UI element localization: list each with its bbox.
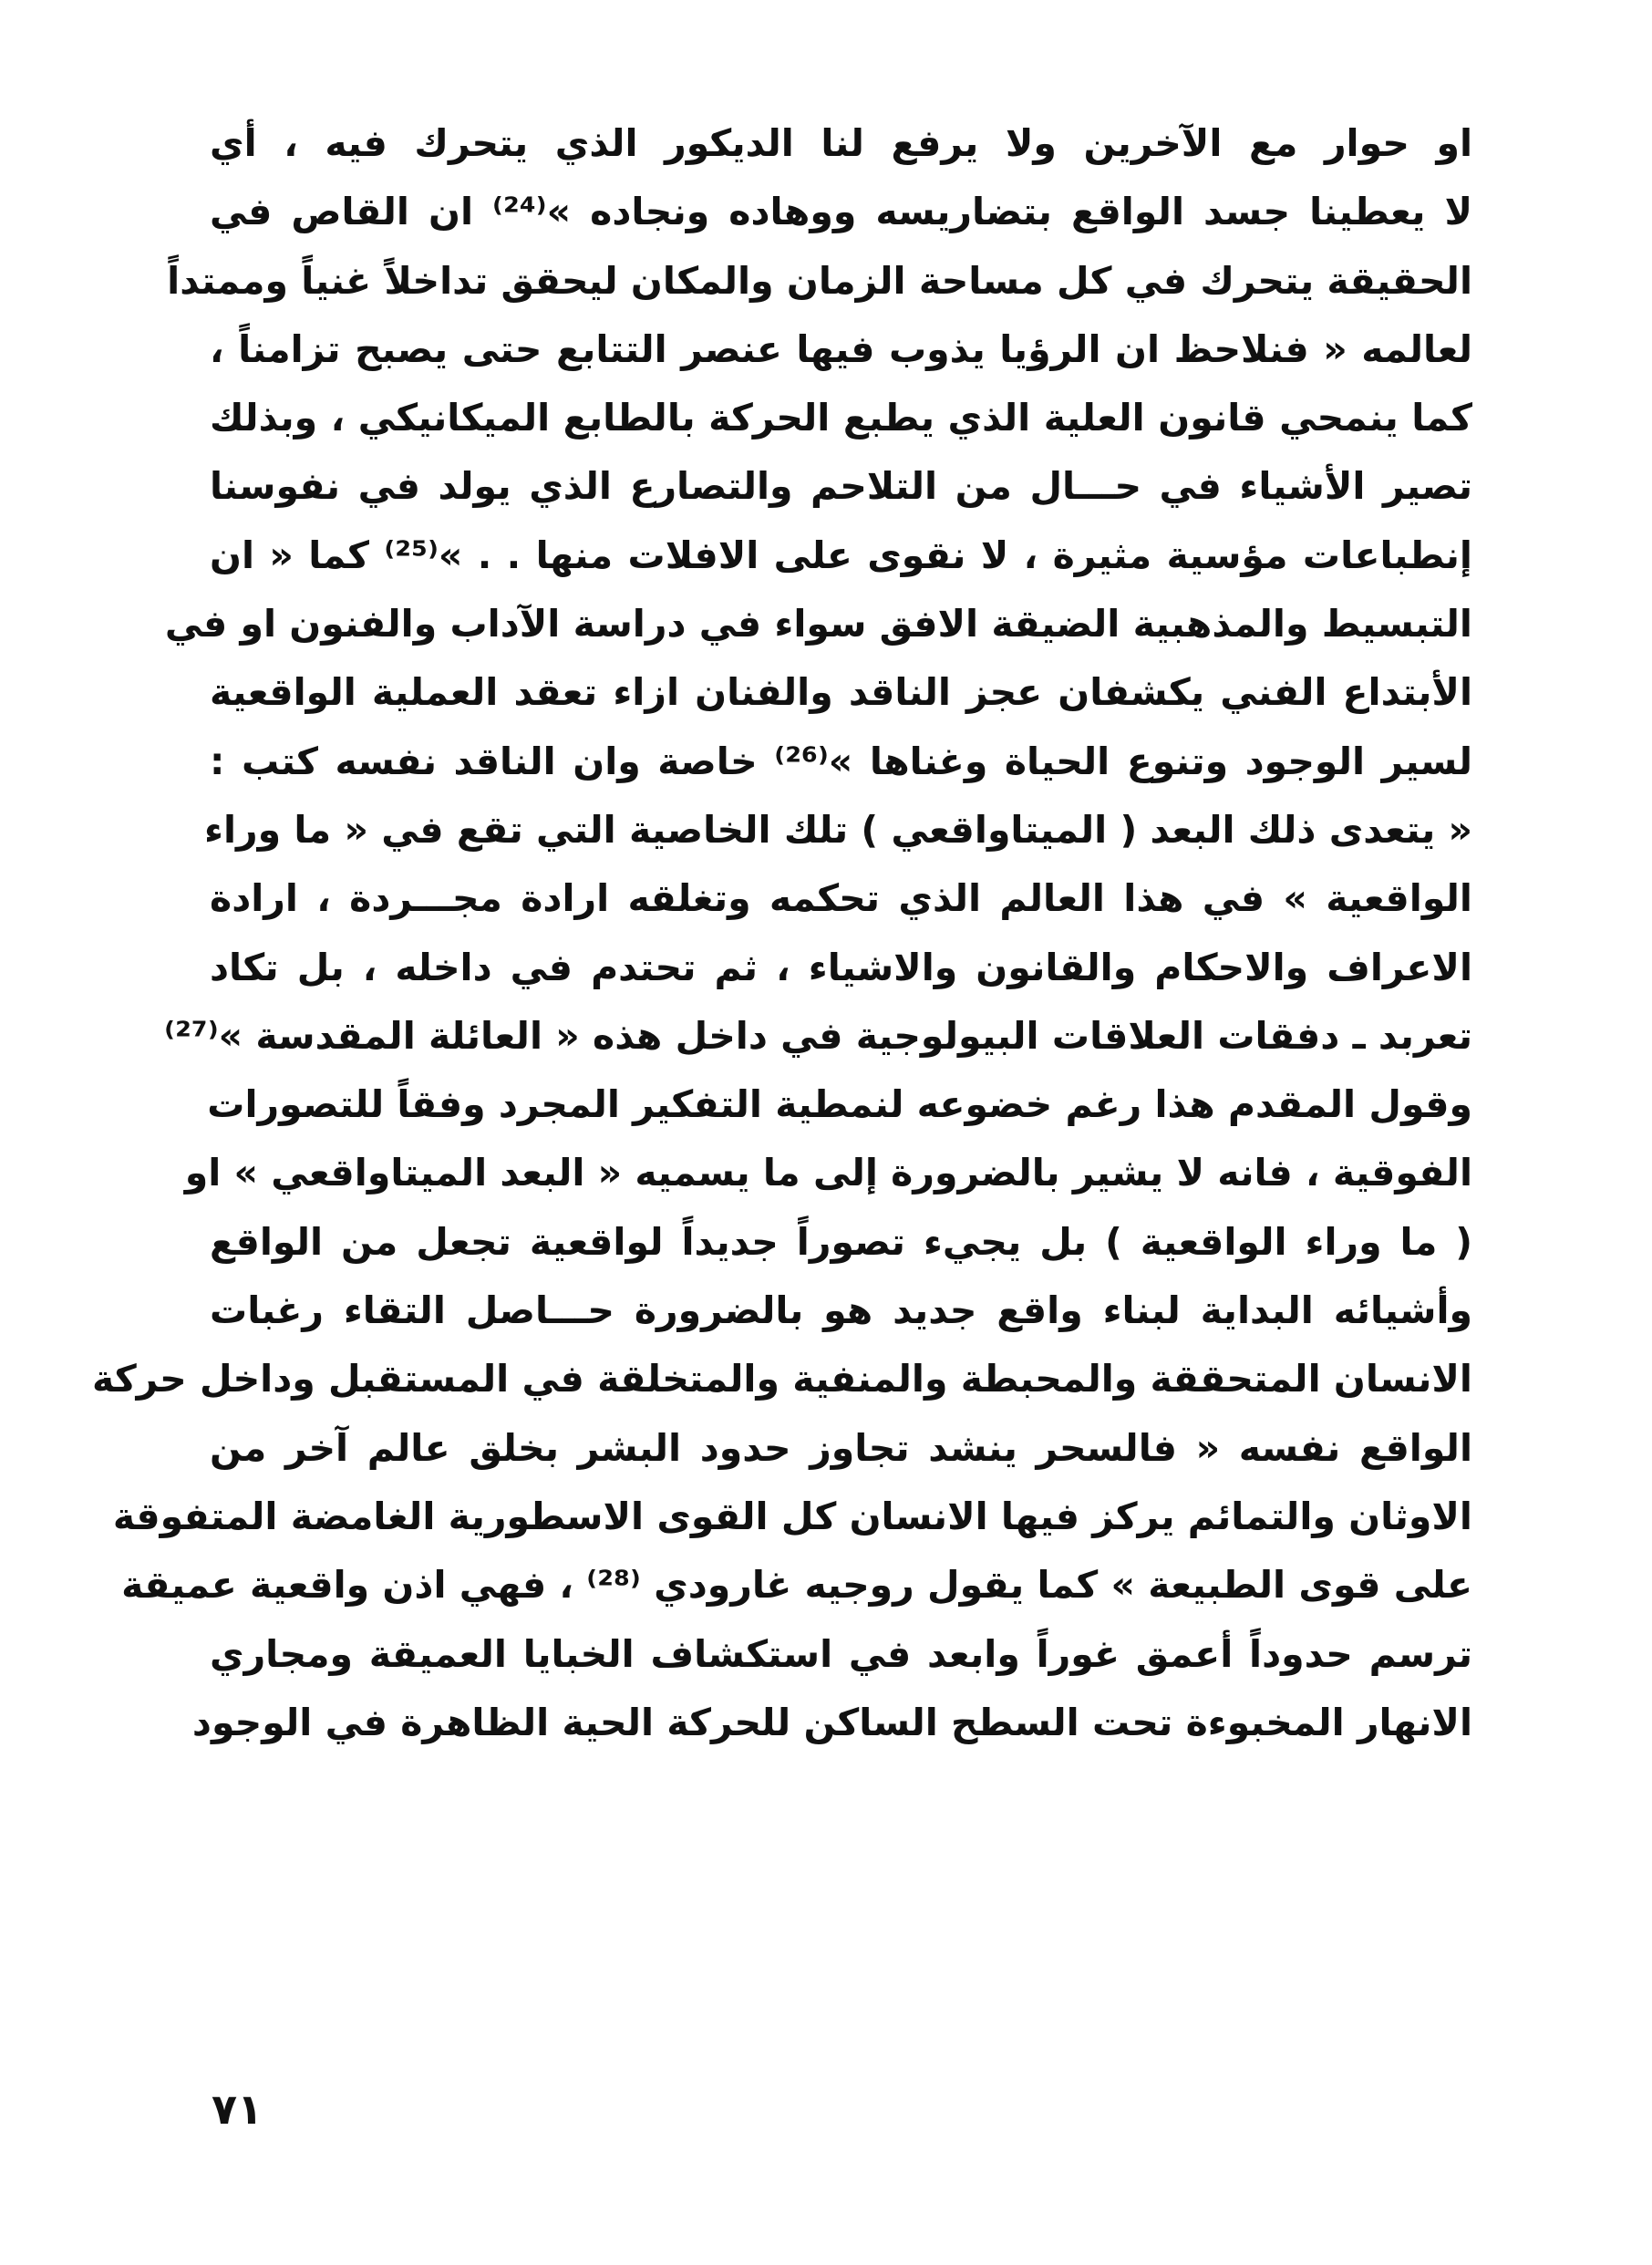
text-line: كما ينمحي قانون العلية الذي يطبع الحركة بالطابع الميكانيكي ، وبذلك [210, 396, 1472, 440]
text-line: الأبتداع الفني يكشفان عجز الناقد والفنان ازاء تعقد العملية الواقعية [210, 670, 1472, 715]
text-line: الحقيقة يتحرك في كل مساحة الزمان والمكان ليحقق تداخلاً غنياً وممتداً [167, 258, 1472, 303]
text-line: لعالمه « فنلاحظ ان الرؤيا يذوب فيها عنصر التتابع حتى يصبح تزامناً ، [210, 326, 1472, 371]
body-text [91, 109, 1473, 1757]
text-line: التبسيط والمذهبية الضيقة الافق سواء في دراسة الآداب والفنون او في [164, 602, 1472, 646]
text-line: لسير الوجود وتنوع الحياة وغناها »⁽²⁶⁾ خاصة وان الناقد نفسه كتب : [210, 739, 1472, 783]
text-line: « يتعدى ذلك البعد ( الميتاواقعي ) تلك الخاصية التي تقع في « ما وراء [204, 807, 1472, 852]
text-line: وأشيائه البداية لبناء واقع جديد هو بالضرورة حـــاصل التقاء رغبات [210, 1288, 1472, 1333]
text-line: تعربد ـ دفقات العلاقات البيولوجية في داخل هذه « العائلة المقدسة »⁽²⁷⁾ [164, 1013, 1472, 1058]
page-number: ٧١ [212, 2084, 263, 2134]
text-line: الاوثان والتمائم يركز فيها الانسان كل القوى الاسطورية الغامضة المتفوقة [112, 1494, 1472, 1538]
text-line: الانهار المخبوءة تحت السطح الساكن للحركة الحية الظاهرة في الوجود [191, 1700, 1472, 1744]
text-line: على قوى الطبيعة » كما يقول روجيه غارودي ⁽²⁸⁾ ، فهي اذن واقعية عميقة [121, 1563, 1472, 1608]
text-line: الفوقية ، فانه لا يشير بالضرورة إلى ما يسميه « البعد الميتاواقعي » او [184, 1151, 1472, 1195]
text-line: الانسان المتحققة والمحبطة والمنفية والمتخلقة في المستقبل وداخل حركة [91, 1357, 1472, 1401]
text-line: او حوار مع الآخرين ولا يرفع لنا الديكور الذي يتحرك فيه ، أي [210, 121, 1472, 165]
text-line: وقول المقدم هذا رغم خضوعه لنمطية التفكير المجرد وفقاً للتصورات [207, 1082, 1472, 1127]
text-line: ( ما وراء الواقعية ) بل يجيء تصوراً جديداً لواقعية تجعل من الواقع [210, 1219, 1472, 1264]
text-line: الواقع نفسه « فالسحر ينشد تجاوز حدود البشر بخلق عالم آخر من [210, 1425, 1472, 1470]
text-line: الاعراف والاحكام والقانون والاشياء ، ثم تحتدم في داخله ، بل تكاد [210, 945, 1472, 989]
text-line: لا يعطينا جسد الواقع بتضاريسه ووهاده ونجاده »⁽²⁴⁾ ان القاص في [210, 190, 1473, 234]
text-line: إنطباعات مؤسية مثيرة ، لا نقوى على الافلات منها . . »⁽²⁵⁾ كما « ان [210, 533, 1472, 577]
text-line: ترسم حدوداً أعمق غوراً وابعد في استكشاف الخبايا العميقة ومجاري [210, 1631, 1472, 1676]
text-line: تصير الأشياء في حـــال من التلاحم والتصارع الذي يولد في نفوسنا [210, 464, 1472, 509]
text-line: الواقعية » في هذا العالم الذي تحكمه وتغلقه ارادة مجـــردة ، ارادة [210, 876, 1472, 921]
